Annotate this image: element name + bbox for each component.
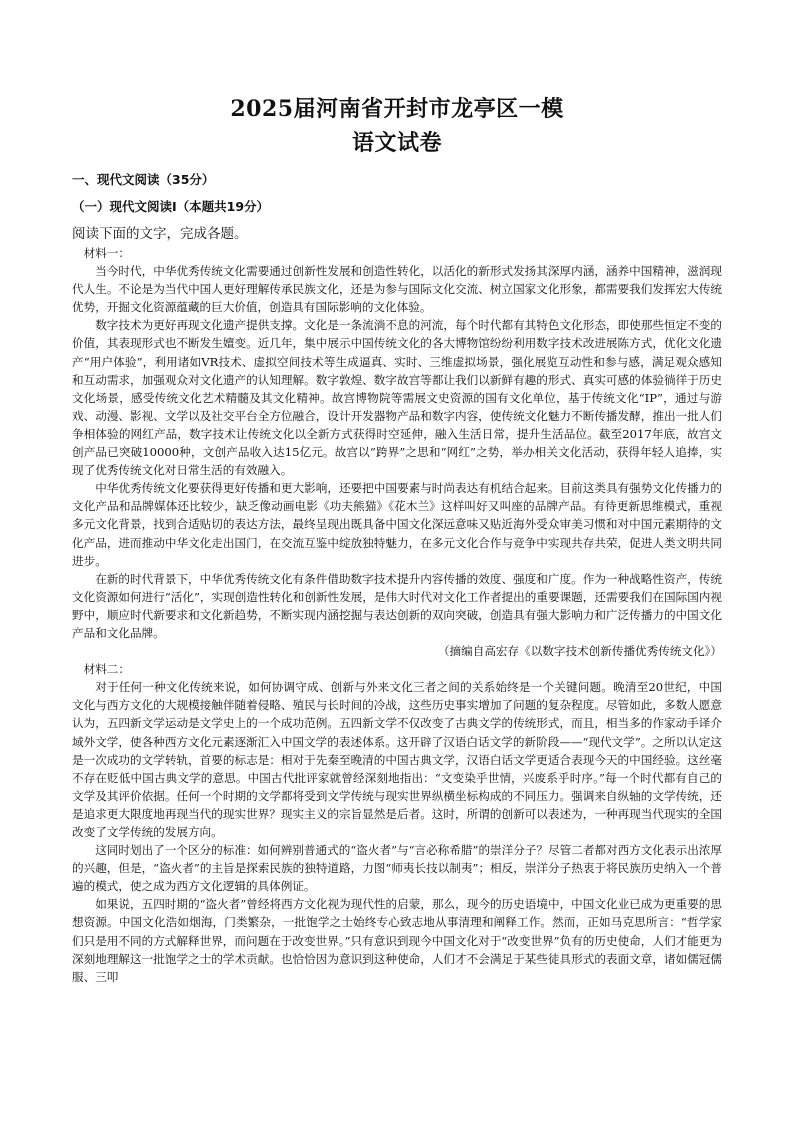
material-two-label: 材料二：: [83, 662, 130, 677]
instruction-text: 阅读下面的文字，完成各题。: [72, 226, 248, 242]
paragraph: 这同时划出了一个区分的标准：如何辨别普通式的“盗火者”与“言必称希腊”的崇洋分子？尽管二者都对西方文化表示出浓厚的兴趣，但是，“盗火者”的主旨是探索民族的独特道路，力图“师夷长技以制夷”；相反，崇洋分子热衷于将民族历史纳入一个普遍的模式，使之成为西方文化逻辑的具体例证。: [72, 843, 722, 894]
subsection-heading: （一）现代文阅读Ⅰ（本题共19分）: [72, 199, 270, 214]
paragraph: 当今时代，中华优秀传统文化需要通过创新性发展和创造性转化，以活化的新形式发扬其深厚内涵，涵养中国精神，滋润现代人生。不论是为当代中国人更好理解传承民族文化，还是为参与国际文化交流、树立国家文化形象，都需要我们发挥宏大传统优势，开掘文化资源蕴藏的巨大价值，创造具有国际影响的文化体验。: [72, 264, 722, 315]
material-one-label: 材料一：: [83, 246, 130, 260]
source-citation: （摘编自高宏存《以数字技术创新传播优秀传统文化》）: [437, 644, 722, 659]
reading-passage: [72, 244, 722, 986]
document-title: 2025届河南省开封市龙亭区一模: [230, 96, 564, 122]
section-heading: 一、现代文阅读（35分）: [72, 172, 215, 187]
paragraph: 中华优秀传统文化要获得更好传播和更大影响，还要把中国要素与时尚表达有机结合起来。目前这类具有强势文化传播力的文化产品和品牌媒体还比较少，缺乏像动画电影《功夫熊猫》《花木兰》这样叫好又叫座的品牌产品。有待更新思维模式，重视多元文化背景，找到合适贴切的表达方法，最终呈现出既具备中国文化深远意味又贴近海外受众审美习惯和对中国元素期待的文化产品，进而推动中华文化走出国门，在交流互鉴中绽放独特魅力，在多元文化合作与竞争中实现共存共荣，促进人类文明共同进步。: [72, 481, 722, 568]
paragraph: 数字技术为更好再现文化遗产提供支撑。文化是一条流淌不息的河流，每个时代都有其特色文化形态，即使那些恒定不变的价值，其表现形式也不断发生嬗变。近几年，集中展示中国传统文化的各大博物馆纷纷利用数字技术改进展陈方式，优化文化遗产“用户体验”，利用诸如VR技术、虚拟空间技术等生成逼真、实时、三维虚拟场景，强化展览互动性和参与感，满足观众感知和互动需求，加强观众对文化遗产的认知理解。数字敦煌、数字故宫等都让我们以新鲜有趣的形式、真实可感的体验徜徉于历史文化场景，感受传统文化艺术精髓及其文化精神。故宫博物院等需展文史资源的国有文化单位，基于传统文化“IP”，通过与游戏、动漫、影视、文学以及社交平台全方位融合，设计开发器物产品和数字内容，使传统文化魅力不断传播发酵，推出一批人们争相体验的网红产品，数字技术让传统文化以全新方式获得时空延伸，融入生活日常，提升生活品位。截至2017年底，故宫文创产品已突破10000种，文创产品收入达15亿元。故宫以“跨界”之思和“网红”之势，举办相关文化活动，获得年轻人追捧，实现了优秀传统文化对日常生活的有效融入。: [72, 318, 722, 478]
paragraph: 在新的时代背景下，中华优秀传统文化有条件借助数字技术提升内容传播的效度、强度和广度。作为一种战略性资产，传统文化资源如何进行“活化”，实现创造性转化和创新性发展，是伟大时代对文化工作者提出的重要课题，还需要我们在国际国内视野中，顺应时代新要求和文化新趋势，不断实现内涵挖掘与表达创新的双向突破，创造具有强大影响力和广泛传播力的中国文化产品和文化品牌。: [72, 571, 722, 640]
document-subtitle: 语文试卷: [351, 130, 442, 156]
paragraph: 如果说，五四时期的“盗火者”曾经将西方文化视为现代性的启蒙，那么，现今的历史语境中，中国文化业已成为更重要的思想资源。中国文化浩如烟海，门类繁杂，一批饱学之士始终专心致志地从事清理和阐释工作。然而，正如马克思所言：“哲学家们只是用不同的方式解释世界，而问题在于改变世界。”只有意识到现今中国文化对于“改变世界”负有的历史使命，人们才能更为深刻地理解这一批饱学之士的学术贡献。也恰恰因为意识到这种使命，人们才不会满足于某些徒具形式的表面文章，诸如儒冠儒服、三叩: [72, 897, 722, 984]
paragraph: 对于任何一种文化传统来说，如何协调守成、创新与外来文化三者之间的关系始终是一个关键问题。晚清至20世纪，中国文化与西方文化的大规模接触伴随着侵略、殖民与长时间的冷战，这些历史事实增加了问题的复杂程度。尽管如此，多数人愿意认为，五四新文学运动是文学史上的一个成功范例。五四新文学不仅改变了古典文学的传统形式，而且，相当多的作家动手译介域外文学，使各种西方文化元素逐渐汇入中国文学的表述体系。这开辟了汉语白话文学的新阶段——“现代文学”。之所以认定这是一次成功的文学转轨，首要的标志是：相对于先秦至晚清的中国古典文学，汉语白话文学更适合表现今天的中国经验。这丝毫不存在贬低中国古典文学的意思。中国古代批评家就曾经深刻地指出：“文变染乎世情，兴废系乎时序。”每一个时代都有自己的文学及其评价依据。任何一个时期的文学都将受到文学传统与现实世界纵横坐标构成的不同压力。强调来自纵轴的文学传统，还是追求更大限度地再现当代的现实世界？现实主义的宗旨显然是后者。这时，所谓的创新可以表述为，一种再现当代现实的全国改变了文学传统的发展方向。: [72, 680, 722, 839]
